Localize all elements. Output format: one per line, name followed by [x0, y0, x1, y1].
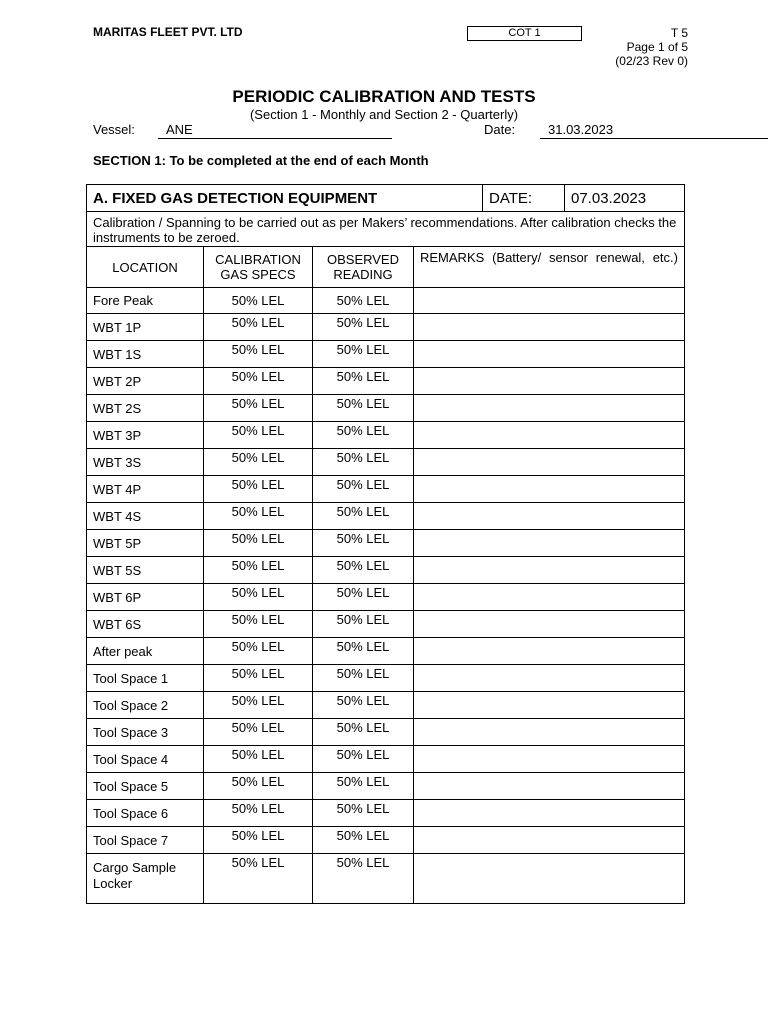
observed-reading-cell[interactable]: 50% LEL — [313, 395, 414, 422]
observed-reading-cell[interactable]: 50% LEL — [313, 530, 414, 557]
table-row — [87, 773, 685, 800]
remarks-cell[interactable] — [414, 827, 685, 854]
calibration-spec-cell[interactable]: 50% LEL — [204, 368, 313, 395]
table-row — [87, 854, 685, 904]
page-title: PERIODIC CALIBRATION AND TESTS — [232, 87, 536, 106]
calibration-spec-cell[interactable]: 50% LEL — [204, 692, 313, 719]
observed-reading-cell[interactable]: 50% LEL — [313, 800, 414, 827]
location-cell: Tool Space 2 — [87, 692, 204, 719]
location-cell: WBT 3S — [87, 449, 204, 476]
table-row — [87, 800, 685, 827]
remarks-cell[interactable] — [414, 314, 685, 341]
remarks-cell[interactable] — [414, 719, 685, 746]
table-header-row — [87, 185, 685, 212]
remarks-cell[interactable] — [414, 341, 685, 368]
revision: (02/23 Rev 0) — [615, 54, 688, 68]
calibration-spec-cell[interactable]: 50% LEL — [204, 611, 313, 638]
observed-reading-cell[interactable]: 50% LEL — [313, 288, 414, 314]
remarks-cell[interactable] — [414, 746, 685, 773]
remarks-cell[interactable] — [414, 530, 685, 557]
section-title: SECTION 1: To be completed at the end of each Month — [93, 153, 429, 168]
location-cell: After peak — [87, 638, 204, 665]
observed-reading-cell[interactable]: 50% LEL — [313, 476, 414, 503]
remarks-cell[interactable] — [414, 692, 685, 719]
location-cell: WBT 2P — [87, 368, 204, 395]
location-cell: WBT 4P — [87, 476, 204, 503]
calibration-spec-cell[interactable]: 50% LEL — [204, 665, 313, 692]
table-row — [87, 503, 685, 530]
remarks-cell[interactable] — [414, 584, 685, 611]
location-cell: WBT 4S — [87, 503, 204, 530]
remarks-cell[interactable] — [414, 395, 685, 422]
column-header-row — [87, 247, 685, 288]
table-row — [87, 827, 685, 854]
observed-reading-cell[interactable]: 50% LEL — [313, 773, 414, 800]
calibration-spec-cell[interactable]: 50% LEL — [204, 530, 313, 557]
location-cell: WBT 1P — [87, 314, 204, 341]
remarks-cell[interactable] — [414, 288, 685, 314]
calibration-spec-cell[interactable]: 50% LEL — [204, 827, 313, 854]
table-row — [87, 476, 685, 503]
location-cell: Fore Peak — [87, 288, 204, 314]
location-cell: WBT 3P — [87, 422, 204, 449]
calibration-spec-cell[interactable]: 50% LEL — [204, 638, 313, 665]
observed-reading-cell[interactable]: 50% LEL — [313, 827, 414, 854]
location-cell: Cargo Sample Locker — [87, 854, 204, 904]
table-row — [87, 692, 685, 719]
table-row — [87, 719, 685, 746]
date-label: Date: — [484, 122, 516, 137]
table-row — [87, 449, 685, 476]
location-cell: WBT 6P — [87, 584, 204, 611]
table-row — [87, 665, 685, 692]
remarks-cell[interactable] — [414, 557, 685, 584]
location-cell: Tool Space 4 — [87, 746, 204, 773]
document-number: T 5 — [670, 26, 688, 40]
table-row — [87, 341, 685, 368]
calibration-spec-cell[interactable]: 50% LEL — [204, 773, 313, 800]
calibration-spec-cell[interactable]: 50% LEL — [204, 584, 313, 611]
remarks-cell[interactable] — [414, 638, 685, 665]
location-cell: Tool Space 7 — [87, 827, 204, 854]
table-note-row — [87, 212, 685, 247]
remarks-cell[interactable] — [414, 800, 685, 827]
calibration-spec-cell[interactable]: 50% LEL — [204, 557, 313, 584]
location-cell: Tool Space 6 — [87, 800, 204, 827]
calibration-spec-cell[interactable]: 50% LEL — [204, 746, 313, 773]
remarks-cell[interactable] — [414, 773, 685, 800]
company-name: MARITAS FLEET PVT. LTD — [93, 25, 243, 39]
calibration-spec-cell[interactable]: 50% LEL — [204, 395, 313, 422]
vessel-label: Vessel: — [93, 122, 135, 137]
observed-reading-cell[interactable]: 50% LEL — [313, 638, 414, 665]
location-cell: WBT 5S — [87, 557, 204, 584]
observed-reading-cell[interactable]: 50% LEL — [313, 449, 414, 476]
observed-reading-cell[interactable]: 50% LEL — [313, 314, 414, 341]
remarks-cell[interactable] — [414, 476, 685, 503]
observed-reading-cell[interactable]: 50% LEL — [313, 584, 414, 611]
table-row — [87, 611, 685, 638]
page-subtitle: (Section 1 - Monthly and Section 2 - Quarterly) — [249, 107, 519, 122]
calibration-spec-cell[interactable]: 50% LEL — [204, 719, 313, 746]
location-cell: Tool Space 1 — [87, 665, 204, 692]
table-row — [87, 288, 685, 314]
column-header-calibration: CALIBRATION GAS SPECS — [204, 247, 313, 288]
table-row — [87, 557, 685, 584]
vessel-field[interactable]: ANE — [158, 122, 392, 139]
calibration-spec-cell[interactable]: 50% LEL — [204, 854, 313, 904]
observed-reading-cell[interactable]: 50% LEL — [313, 665, 414, 692]
table-date-label: DATE: — [483, 185, 565, 212]
calibration-spec-cell[interactable]: 50% LEL — [204, 800, 313, 827]
observed-reading-cell[interactable]: 50% LEL — [313, 503, 414, 530]
calibration-spec-cell[interactable]: 50% LEL — [204, 449, 313, 476]
table-title: A. FIXED GAS DETECTION EQUIPMENT — [87, 185, 483, 212]
remarks-cell[interactable] — [414, 503, 685, 530]
observed-reading-cell[interactable]: 50% LEL — [313, 854, 414, 904]
calibration-spec-cell[interactable]: 50% LEL — [204, 476, 313, 503]
table-row — [87, 638, 685, 665]
date-field[interactable]: 31.03.2023 — [540, 122, 768, 139]
remarks-cell[interactable] — [414, 449, 685, 476]
observed-reading-cell[interactable]: 50% LEL — [313, 611, 414, 638]
location-cell: WBT 5P — [87, 530, 204, 557]
location-cell: WBT 6S — [87, 611, 204, 638]
column-header-location: LOCATION — [87, 247, 204, 288]
location-cell: Tool Space 3 — [87, 719, 204, 746]
remarks-cell[interactable] — [414, 368, 685, 395]
calibration-spec-cell[interactable]: 50% LEL — [204, 503, 313, 530]
calibration-spec-cell[interactable]: 50% LEL — [204, 422, 313, 449]
column-header-remarks: REMARKS (Battery/ sensor renewal, etc.) — [414, 247, 685, 288]
observed-reading-cell[interactable]: 50% LEL — [313, 557, 414, 584]
location-cell: WBT 1S — [87, 341, 204, 368]
document-meta — [615, 26, 688, 68]
calibration-note: Calibration / Spanning to be carried out as per Makers’ recommendations. After calibration checks the instruments to be zeroed. — [87, 212, 685, 247]
remarks-cell[interactable] — [414, 611, 685, 638]
observed-reading-cell[interactable]: 50% LEL — [313, 746, 414, 773]
observed-reading-cell[interactable]: 50% LEL — [313, 368, 414, 395]
page-number: Page 1 of 5 — [626, 40, 688, 54]
table-row — [87, 584, 685, 611]
remarks-cell[interactable] — [414, 854, 685, 904]
table-date-field[interactable]: 07.03.2023 — [565, 185, 685, 212]
table-row — [87, 395, 685, 422]
form-code-box: COT 1 — [467, 26, 582, 41]
location-cell: Tool Space 5 — [87, 773, 204, 800]
location-cell: WBT 2S — [87, 395, 204, 422]
column-header-observed: OBSERVED READING — [313, 247, 414, 288]
observed-reading-cell[interactable]: 50% LEL — [313, 422, 414, 449]
observed-reading-cell[interactable]: 50% LEL — [313, 341, 414, 368]
table-row — [87, 422, 685, 449]
table-row — [87, 746, 685, 773]
calibration-spec-cell[interactable]: 50% LEL — [204, 341, 313, 368]
table-row — [87, 530, 685, 557]
observed-reading-cell[interactable]: 50% LEL — [313, 692, 414, 719]
remarks-cell[interactable] — [414, 665, 685, 692]
remarks-cell[interactable] — [414, 422, 685, 449]
table-row — [87, 314, 685, 341]
gas-detection-table — [86, 184, 685, 904]
calibration-spec-cell[interactable]: 50% LEL — [204, 288, 313, 314]
calibration-spec-cell[interactable]: 50% LEL — [204, 314, 313, 341]
table-row — [87, 368, 685, 395]
observed-reading-cell[interactable]: 50% LEL — [313, 719, 414, 746]
